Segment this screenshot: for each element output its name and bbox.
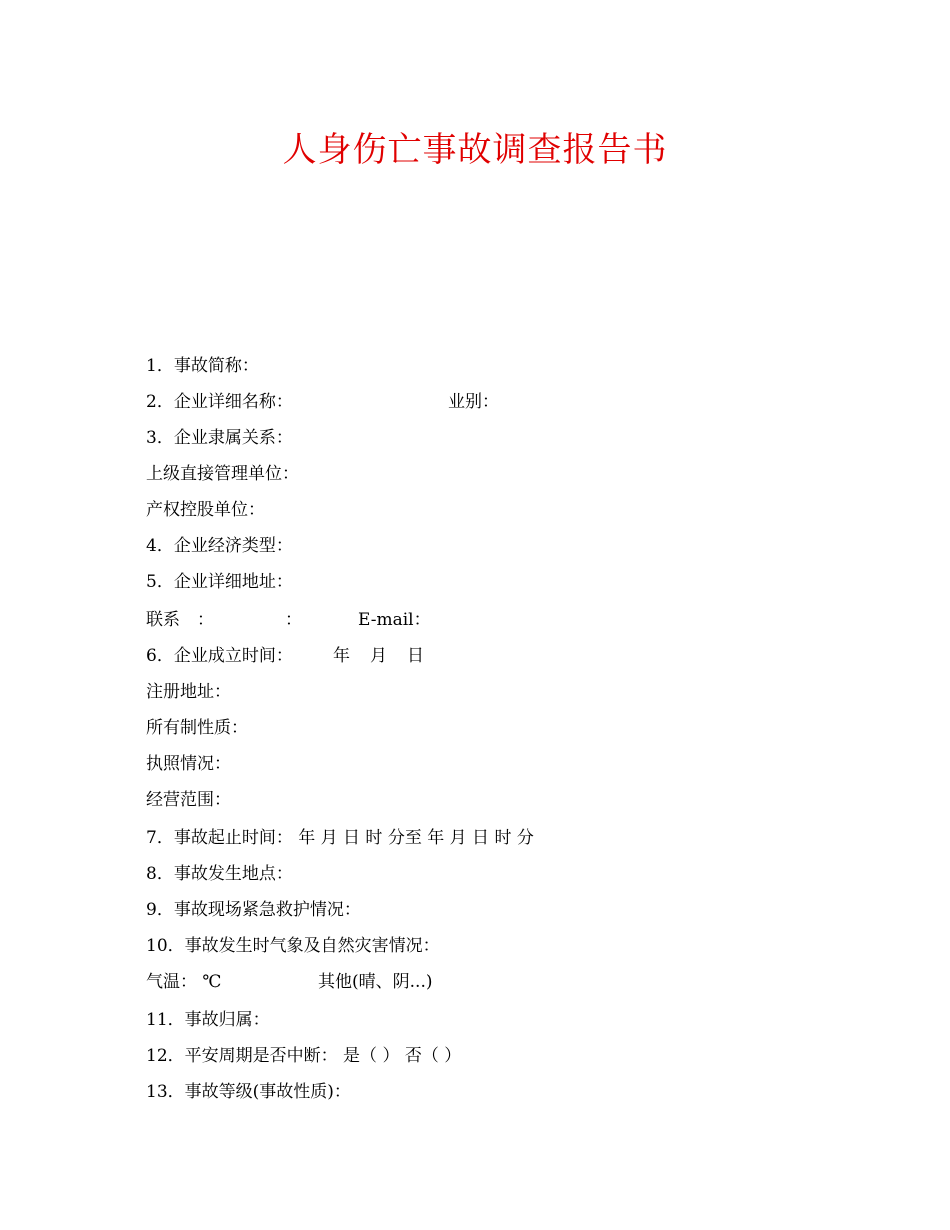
field-email: E-mail： — [358, 610, 431, 630]
document-title: 人身伤亡事故调查报告书 — [282, 130, 668, 170]
field-accident-short-name: 1．事故简称： — [146, 356, 259, 376]
field-ownership: 所有制性质： — [146, 718, 248, 738]
field-industry: 业别： — [448, 392, 499, 412]
field-founding-day: 日 — [407, 646, 424, 666]
field-registered-address: 注册地址： — [146, 682, 231, 702]
field-economic-type: 4．企业经济类型： — [146, 536, 293, 556]
field-founding-month: 月 — [370, 646, 387, 666]
field-accident-location: 8．事故发生地点： — [146, 864, 293, 884]
field-address: 5．企业详细地址： — [146, 572, 293, 592]
field-weather: 10．事故发生时气象及自然灾害情况： — [146, 936, 440, 956]
field-founding-year: 年 — [333, 646, 350, 666]
field-temperature: 气温： ℃ — [146, 972, 222, 992]
field-superior-unit: 上级直接管理单位： — [146, 464, 299, 484]
field-accident-grade: 13．事故等级(事故性质)： — [146, 1082, 351, 1102]
field-contact-colon-1: ： — [197, 610, 214, 630]
field-holding-unit: 产权控股单位： — [146, 500, 265, 520]
field-emergency-rescue: 9．事故现场紧急救护情况： — [146, 900, 361, 920]
field-business-scope: 经营范围： — [146, 790, 231, 810]
field-license: 执照情况： — [146, 754, 231, 774]
field-affiliation: 3．企业隶属关系： — [146, 428, 293, 448]
field-accident-category: 11．事故归属： — [146, 1010, 270, 1030]
field-safety-cycle: 12．平安周期是否中断： 是（ ） 否（ ） — [146, 1046, 462, 1066]
field-contact: 联系 — [146, 610, 180, 630]
field-contact-colon-2: ： — [285, 610, 302, 630]
field-weather-other: 其他(晴、阴...) — [318, 972, 433, 992]
field-enterprise-name: 2．企业详细名称： — [146, 392, 293, 412]
field-founding-date: 6．企业成立时间： — [146, 646, 293, 666]
field-accident-time: 7．事故起止时间： 年 月 日 时 分至 年 月 日 时 分 — [146, 828, 534, 848]
